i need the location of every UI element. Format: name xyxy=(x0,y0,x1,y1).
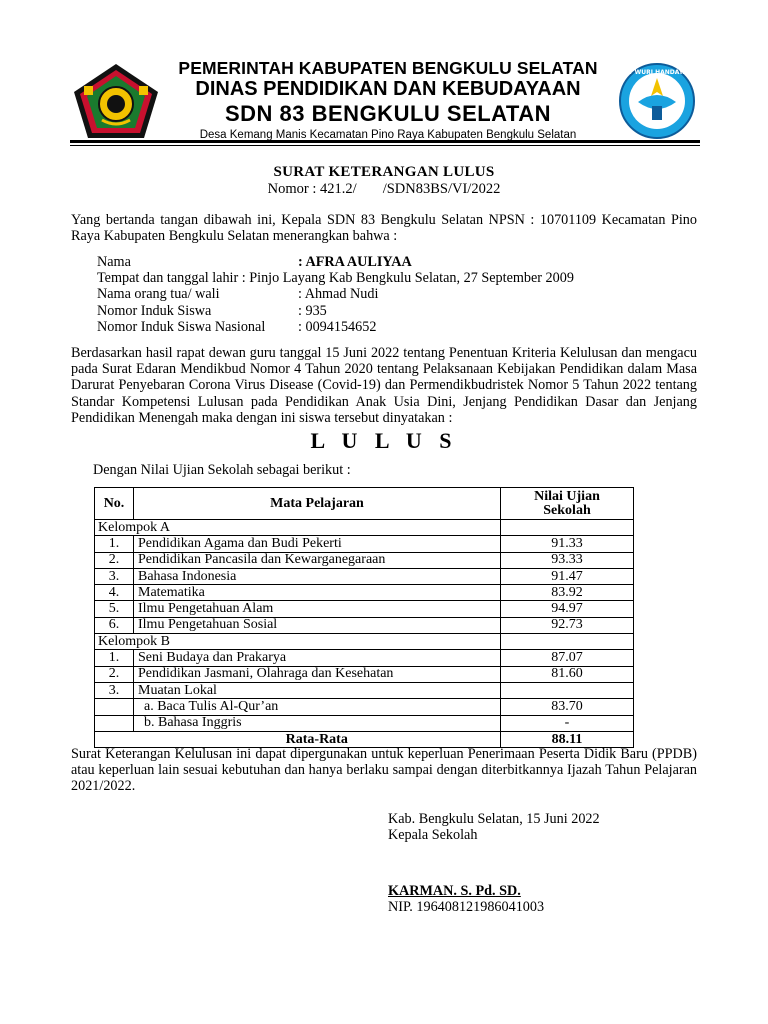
table-row xyxy=(95,650,634,666)
subject-name: Pendidikan Agama dan Budi Pekerti xyxy=(134,536,501,552)
header-score xyxy=(501,488,634,520)
table-cell xyxy=(501,520,634,536)
row-number: 6. xyxy=(95,617,134,633)
letterhead-department: DINAS PENDIDIKAN DAN KEBUDAYAAN xyxy=(195,78,581,100)
letterhead-rule-thin xyxy=(70,145,700,146)
table-cell xyxy=(95,715,134,731)
signature-block-bottom xyxy=(388,883,544,915)
document-number-prefix: Nomor : 421.2/ xyxy=(267,181,357,197)
decision-paragraph: Berdasarkan hasil rapat dewan guru tanggal 15 Juni 2022 tentang Penentuan Kriteria Kelulusan dan mengacu pada Surat Edaran Mendikbud Nomor 4 Tahun 2020 tentang Pelaksanaan Kebijakan Pendidikan dalam Masa Darurat Penyebaran Corona Virus Disease (Covid-19) dan Permendikbudristek Nomor 5 Tahun 2022 tentang Standar Kompetensi Lulusan pada Pendidikan Anak Usia Dini, Jenjang Pendidikan Dasar dan Jenjang Pendidikan Menengah maka dengan ini siswa tersebut dinyatakan : xyxy=(71,345,697,426)
group-row xyxy=(95,634,634,650)
opening-paragraph: Yang bertanda tangan dibawah ini, Kepala SDN 83 Bengkulu Selatan NPSN : 10701109 Kecamatan Pino Raya Kabupaten Bengkulu Selatan menerangkan bahwa : xyxy=(71,212,697,245)
table-row xyxy=(95,552,634,568)
subject-score: 91.47 xyxy=(501,568,634,584)
identity-label: Nomor Induk Siswa xyxy=(97,302,212,319)
subject-score xyxy=(501,682,634,698)
subject-name: a. Baca Tulis Al-Qur’an xyxy=(134,699,501,715)
letterhead xyxy=(160,58,616,142)
row-number: 2. xyxy=(95,666,134,682)
identity-row-nis xyxy=(97,303,574,319)
header-subject: Mata Pelajaran xyxy=(134,488,501,520)
local-content-rows xyxy=(95,699,634,732)
subject-score: 91.33 xyxy=(501,536,634,552)
group-a-rows xyxy=(95,536,634,634)
subject-name: Matematika xyxy=(134,585,501,601)
subject-name: b. Bahasa Inggris xyxy=(134,715,501,731)
subject-name: Muatan Lokal xyxy=(134,682,501,698)
identity-value: : Ahmad Nudi xyxy=(298,286,379,303)
student-identity xyxy=(97,254,574,335)
subject-score: - xyxy=(501,715,634,731)
row-number: 1. xyxy=(95,536,134,552)
signature-place-date: Kab. Bengkulu Selatan, 15 Juni 2022 xyxy=(388,811,600,827)
table-row xyxy=(95,682,634,698)
identity-label: Nama orang tua/ wali xyxy=(97,286,220,303)
identity-value: : 0094154652 xyxy=(298,318,377,335)
identity-row-nisn xyxy=(97,319,574,335)
document-title: SURAT KETERANGAN LULUS xyxy=(273,164,495,180)
signature-position: Kepala Sekolah xyxy=(388,827,478,844)
identity-label: Nama xyxy=(97,254,131,270)
table-cell xyxy=(95,699,134,715)
identity-value: : 935 xyxy=(298,302,327,319)
identity-label: Nomor Induk Siswa Nasional xyxy=(97,318,266,335)
letterhead-school: SDN 83 BENGKULU SELATAN xyxy=(224,101,552,126)
tut-wuri-handayani-text: TUT WURI HANDAYANI xyxy=(619,69,695,76)
table-row xyxy=(95,617,634,633)
group-label: Kelompok A xyxy=(95,520,501,536)
average-label: Rata-Rata xyxy=(134,731,501,747)
table-row xyxy=(95,699,634,715)
row-number: 3. xyxy=(95,682,134,698)
subject-name: Pendidikan Jasmani, Olahraga dan Kesehatan xyxy=(134,666,501,682)
row-number: 2. xyxy=(95,552,134,568)
scores-table xyxy=(94,487,634,748)
subject-name: Seni Budaya dan Prakarya xyxy=(134,650,501,666)
table-row xyxy=(95,568,634,584)
document-number-suffix: /SDN83BS/VI/2022 xyxy=(382,181,501,197)
subject-score: 92.73 xyxy=(501,617,634,633)
identity-row-birth xyxy=(97,270,574,286)
table-header-row xyxy=(95,488,634,520)
table-row xyxy=(95,601,634,617)
subject-score: 94.97 xyxy=(501,601,634,617)
closing-paragraph: Surat Keterangan Kelulusan ini dapat dipergunakan untuk keperluan Penerimaan Peserta Didik Baru (PPDB) atau keperluan lain sesuai kebutuhan dan hanya berlaku sampai dengan diterbitkannya Ijazah Tahun Pelajaran 2021/2022. xyxy=(71,746,697,795)
group-label: Kelompok B xyxy=(95,634,501,650)
header-score-line1: Nilai Ujian xyxy=(534,488,600,504)
row-number: 1. xyxy=(95,650,134,666)
student-name: : AFRA AULIYAA xyxy=(298,254,412,270)
average-value: 88.11 xyxy=(501,731,634,747)
subject-name: Ilmu Pengetahuan Sosial xyxy=(134,617,501,633)
identity-label: Tempat dan tanggal lahir : Pinjo Layang Kab Bengkulu Selatan, 27 September 2009 xyxy=(97,270,574,287)
result-heading: L U L U S xyxy=(310,428,458,453)
row-number: 3. xyxy=(95,568,134,584)
group-row xyxy=(95,520,634,536)
subject-score: 83.92 xyxy=(501,585,634,601)
signatory-nip: NIP. 196408121986041003 xyxy=(388,899,545,916)
regency-emblem-logo xyxy=(72,62,160,140)
row-number: 5. xyxy=(95,601,134,617)
table-row xyxy=(95,585,634,601)
identity-row-name xyxy=(97,254,574,270)
table-row xyxy=(95,536,634,552)
subject-score: 93.33 xyxy=(501,552,634,568)
tut-wuri-handayani-logo xyxy=(616,62,698,140)
document-number xyxy=(0,181,768,198)
scores-intro: Dengan Nilai Ujian Sekolah sebagai berikut : xyxy=(93,462,351,478)
header-no: No. xyxy=(95,488,134,520)
subject-score: 83.70 xyxy=(501,699,634,715)
letterhead-rule-thick xyxy=(70,140,700,143)
subject-score: 87.07 xyxy=(501,650,634,666)
table-row xyxy=(95,715,634,731)
subject-score: 81.60 xyxy=(501,666,634,682)
row-number: 4. xyxy=(95,585,134,601)
subject-name: Bahasa Indonesia xyxy=(134,568,501,584)
table-row xyxy=(95,666,634,682)
identity-row-parent xyxy=(97,286,574,302)
header-score-line2: Sekolah xyxy=(543,502,591,518)
subject-name: Pendidikan Pancasila dan Kewarganegaraan xyxy=(134,552,501,568)
letterhead-government: PEMERINTAH KABUPATEN BENGKULU SELATAN xyxy=(178,58,598,78)
subject-name: Ilmu Pengetahuan Alam xyxy=(134,601,501,617)
signatory-name: KARMAN. S. Pd. SD. xyxy=(388,883,521,899)
signature-block-top xyxy=(388,811,600,843)
group-b-rows xyxy=(95,650,634,699)
table-cell xyxy=(501,634,634,650)
letterhead-address: Desa Kemang Manis Kecamatan Pino Raya Kabupaten Bengkulu Selatan xyxy=(199,129,577,141)
